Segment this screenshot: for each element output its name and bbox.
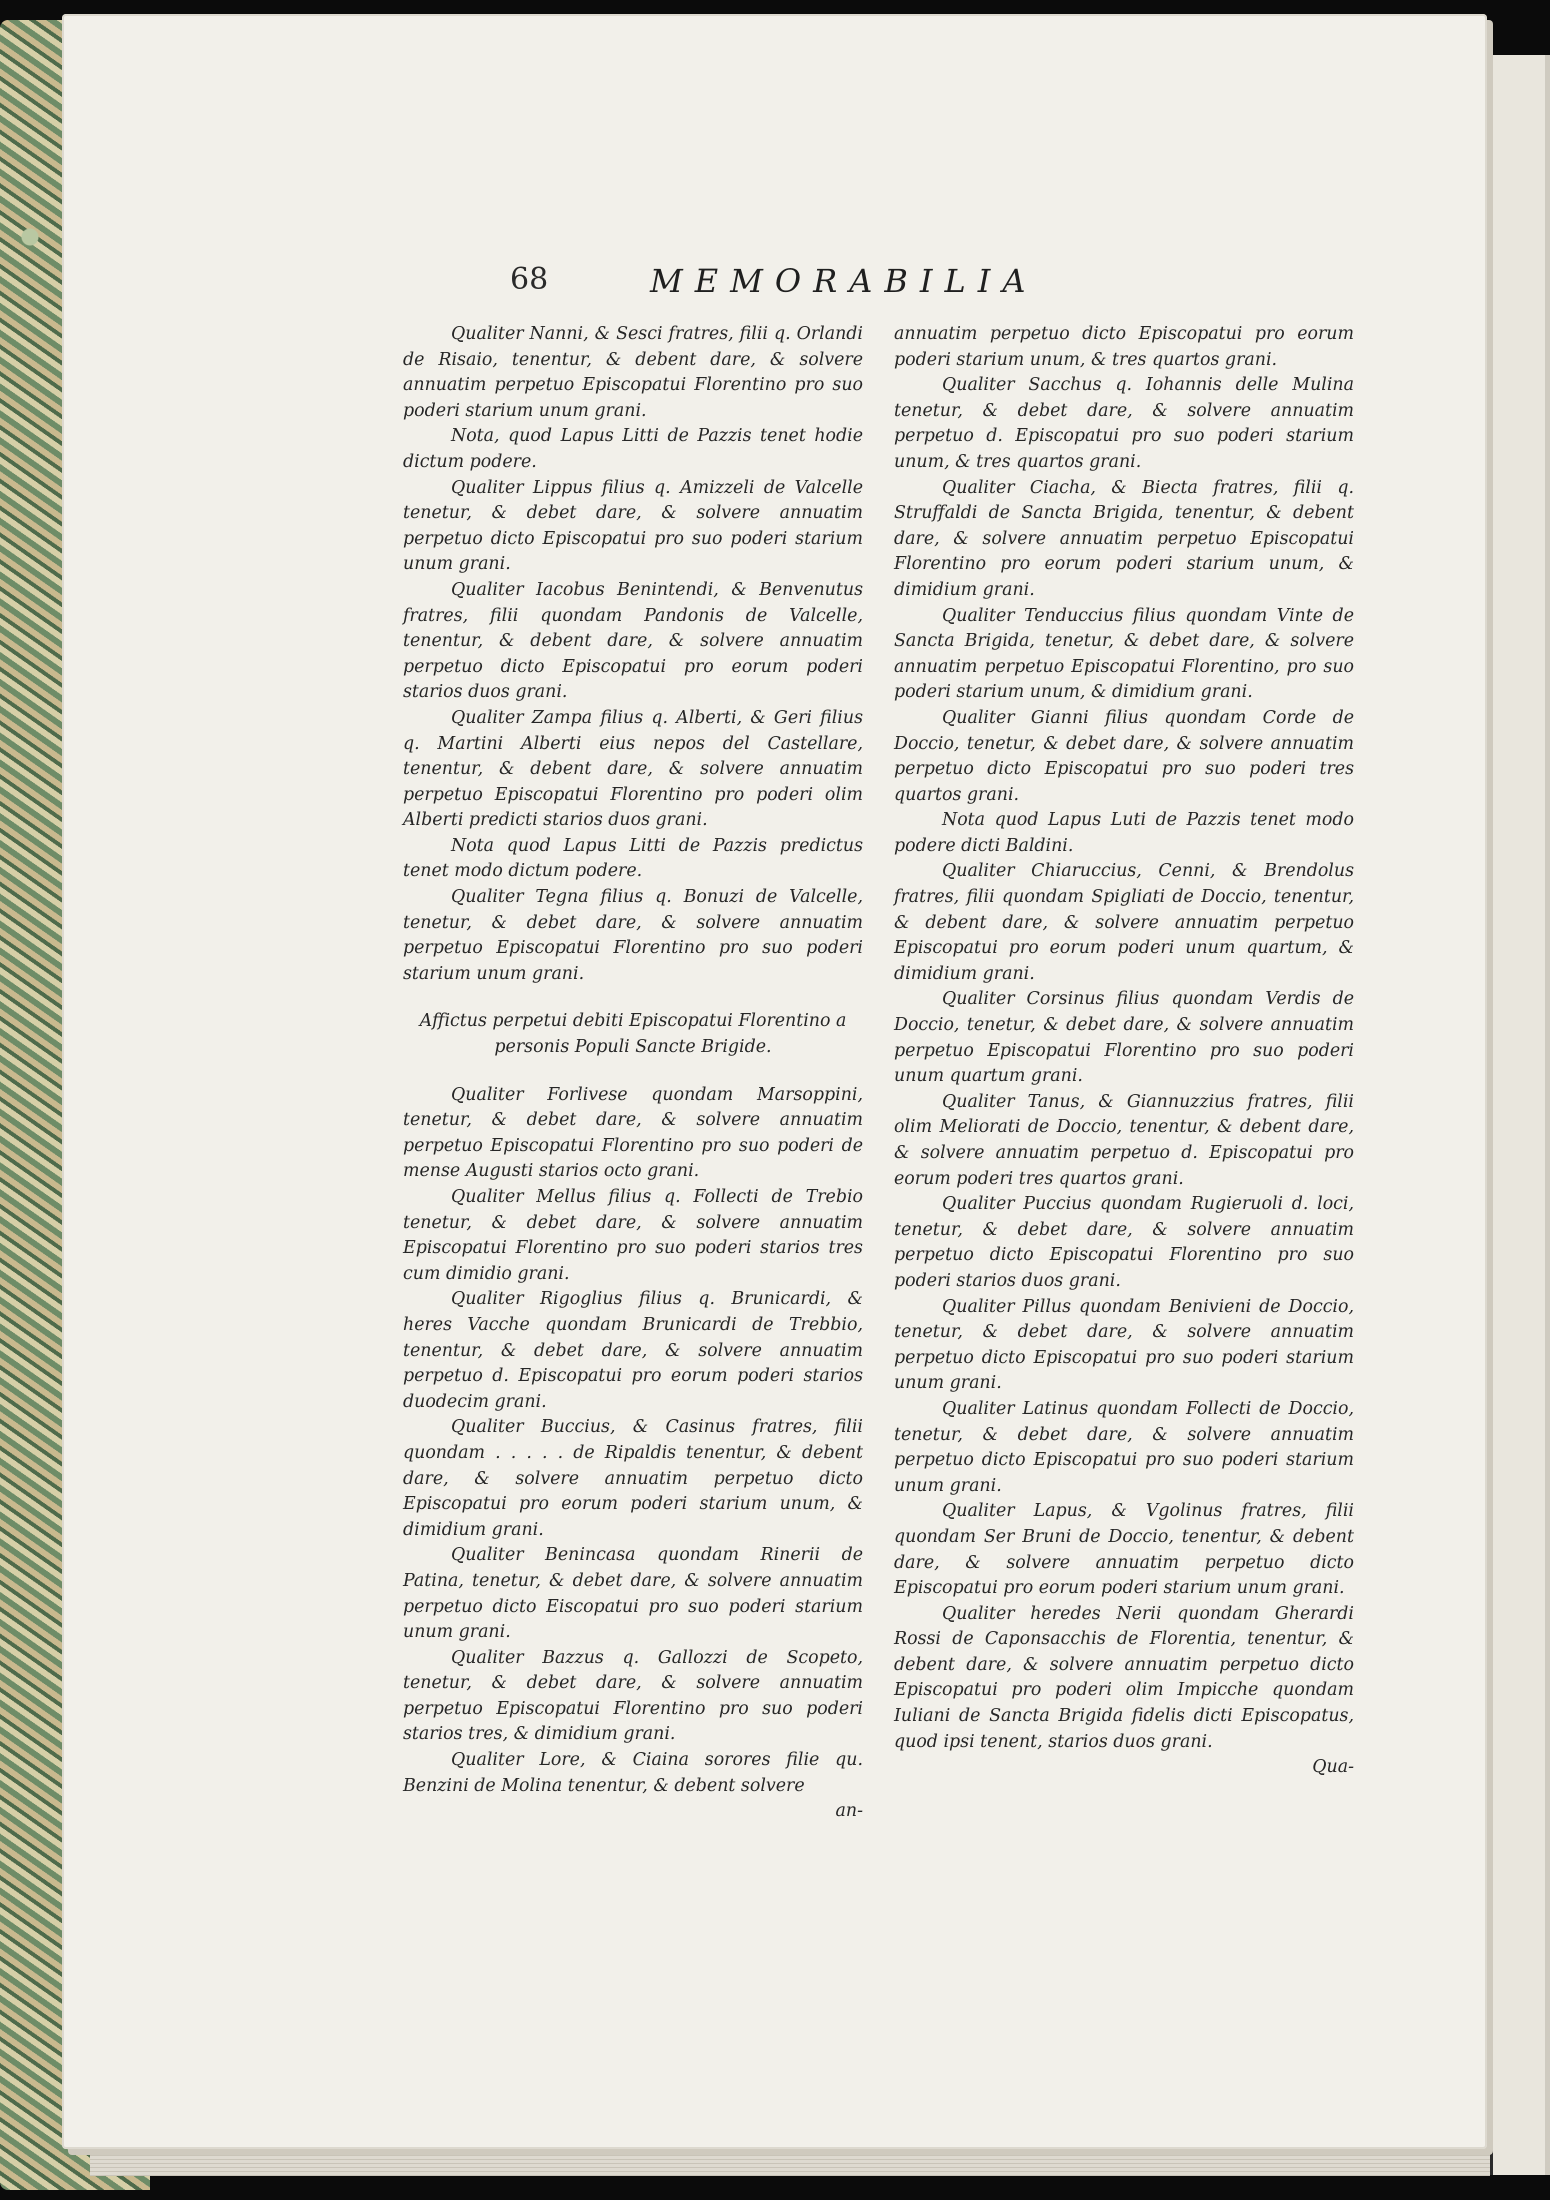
catchword: an- [835, 1801, 863, 1822]
paragraph: Qualiter Forlivese quondam Marsoppini, tenetur, & debet dare, & solvere annuatim perpetuo Episcopatui Florentino pro suo poderi de mense Augusti starios octo grani. [403, 1084, 863, 1182]
catchword: Qua- [1312, 1757, 1354, 1778]
paragraph: Qualiter Gianni filius quondam Corde de Doccio, tenetur, & debet dare, & solvere annuatim perpetuo dicto Episcopatui pro suo poderi tres quartos grani. [894, 707, 1354, 805]
paragraph: Qualiter Lapus, & Vgolinus fratres, filii quondam Ser Bruni de Doccio, tenentur, & debent dare, & solvere annuatim perpetuo dicto Episcopatui pro eorum poderi starium unum grani. [894, 1501, 1354, 1599]
paragraph: Qualiter Corsinus filius quondam Verdis de Doccio, tenetur, & debet dare, & solvere annuatim perpetuo Episcopatui Florentino pro suo poderi unum quartum grani. [894, 989, 1354, 1087]
paragraph: Qualiter Lore, & Ciaina sorores filie qu. Benzini de Molina tenentur, & debent solvere [403, 1750, 863, 1796]
paragraph: Qualiter Mellus filius q. Follecti de Trebio tenetur, & debet dare, & solvere annuatim Episcopatui Florentino pro suo poderi starios tres cum dimidio grani. [403, 1187, 863, 1284]
paragraph: Qualiter Lippus filius q. Amizzeli de Valcelle tenetur, & debet dare, & solvere annuatim perpetuo dicto Episcopatui pro suo poderi starium unum grani. [403, 477, 863, 575]
section-heading: Affictus perpetui debiti Episcopatui Florentino a personis Populi Sancte Brigide. [419, 1011, 847, 1058]
running-title: MEMORABILIA [650, 262, 1038, 300]
paragraph: Qualiter Ciacha, & Biecta fratres, filii q. Struffaldi de Sancta Brigida, tenentur, & debent dare, & solvere annuatim perpetuo Episcopatui Florentino pro eorum poderi starium unum, & dimidium grani. [894, 477, 1354, 600]
paragraph: Qualiter Latinus quondam Follecti de Doccio, tenetur, & debet dare, & solvere annuatim perpetuo dicto Episcopatui pro suo poderi starium unum grani. [894, 1398, 1354, 1496]
paragraph: Qualiter Bazzus q. Gallozzi de Scopeto, tenetur, & debet dare, & solvere annuatim perpetuo Episcopatui Florentino pro suo poderi starios tres, & dimidium grani. [403, 1647, 863, 1745]
paragraph: Qualiter Rigoglius filius q. Brunicardi, & heres Vacche quondam Brunicardi de Trebbio, tenentur, & debet dare, & solvere annuatim perpetuo d. Episcopatui pro eorum poderi starios duodecim grani. [403, 1289, 863, 1412]
paragraph: Qualiter Nanni, & Sesci fratres, filii q. Orlandi de Risaio, tenentur, & debent dare, & solvere annuatim perpetuo Episcopatui Florentino pro suo poderi starium unum grani. [403, 324, 863, 421]
page-header [510, 262, 1270, 312]
page-number: 68 [510, 262, 549, 297]
paragraph: Qualiter Puccius quondam Rugieruoli d. loci, tenetur, & debet dare, & solvere annuatim perpetuo dicto Episcopatui Florentino pro suo poderi starios duos grani. [894, 1194, 1354, 1291]
paragraph: Nota, quod Lapus Litti de Pazzis tenet hodie dictum podere. [403, 426, 863, 472]
paragraph: Qualiter Buccius, & Casinus fratres, filii quondam . . . . . de Ripaldis tenentur, & debent dare, & solvere annuatim perpetuo dicto Episcopatui pro eorum poderi starium unum, & dimidium grani. [403, 1417, 863, 1540]
paragraph: Qualiter Tanus, & Giannuzzius fratres, filii olim Meliorati de Doccio, tenentur, & debent dare, & solvere annuatim perpetuo d. Episcopatui pro eorum poderi tres quartos grani. [894, 1091, 1354, 1189]
paragraph: Qualiter Chiaruccius, Cenni, & Brendolus fratres, filii quondam Spigliati de Doccio, tenentur, & debent dare, & solvere annuatim perpetuo Episcopatui pro eorum poderi unum quartum, & dimidium grani. [894, 861, 1354, 984]
paragraph: Qualiter Zampa filius q. Alberti, & Geri filius q. Martini Alberti eius nepos del Castellare, tenentur, & debent dare, & solvere annuatim perpetuo Episcopatui Florentino pro poderi olim Alberti predicti starios duos grani. [403, 707, 863, 831]
left-column [403, 322, 863, 1825]
paragraph: Nota quod Lapus Litti de Pazzis predictus tenet modo dictum podere. [403, 835, 863, 882]
paragraph: annuatim perpetuo dicto Episcopatui pro eorum poderi starium unum, & tres quartos grani. [894, 324, 1354, 370]
paragraph: Qualiter Sacchus q. Iohannis delle Mulina tenetur, & debet dare, & solvere annuatim perpetuo d. Episcopatui pro suo poderi starium unum, & tres quartos grani. [894, 375, 1354, 472]
paragraph: Qualiter Tenduccius filius quondam Vinte de Sancta Brigida, tenetur, & debet dare, & solvere annuatim perpetuo Episcopatui Florentino, pro suo poderi starium unum, & dimidium grani. [894, 605, 1354, 703]
paragraph: Qualiter Benincasa quondam Rinerii de Patina, tenetur, & debet dare, & solvere annuatim perpetuo dicto Eiscopatui pro suo poderi starium unum grani. [403, 1545, 863, 1643]
page-bottom-edge [90, 2148, 1490, 2176]
paragraph: Nota quod Lapus Luti de Pazzis tenet modo podere dicti Baldini. [894, 810, 1354, 856]
right-column [894, 322, 1354, 1781]
paragraph: Qualiter Pillus quondam Benivieni de Doccio, tenetur, & debet dare, & solvere annuatim perpetuo dicto Episcopatui pro suo poderi starium unum grani. [894, 1296, 1354, 1394]
paragraph: Qualiter heredes Nerii quondam Gherardi Rossi de Caponsacchis de Florentia, tenentur, & debent dare, & solvere annuatim perpetuo dicto Episcopatui pro poderi olim Impicche quondam Iuliani de Sancta Brigida fidelis dicti Episcopatus, quod ipsi tenent, starios duos grani. [894, 1603, 1354, 1752]
paragraph: Qualiter Tegna filius q. Bonuzi de Valcelle, tenetur, & debet dare, & solvere annuatim perpetuo Episcopatui Florentino pro suo poderi starium unum grani. [403, 887, 863, 984]
page-stack-edge [1485, 55, 1550, 2175]
paragraph: Qualiter Iacobus Benintendi, & Benvenutus fratres, filii quondam Pandonis de Valcelle, tenentur, & debent dare, & solvere annuatim perpetuo dicto Episcopatui pro eorum poderi starios duos grani. [403, 579, 863, 703]
